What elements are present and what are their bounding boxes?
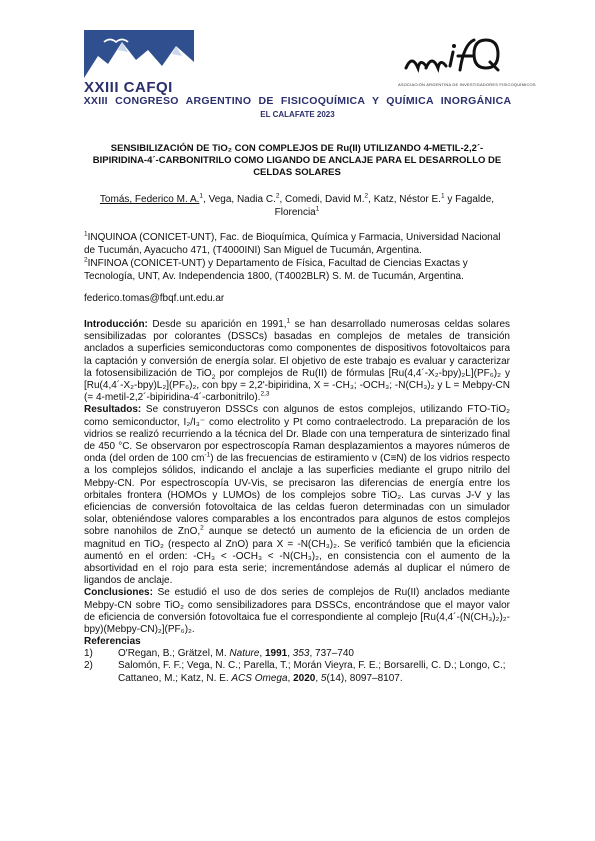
aaifq-logo-icon — [398, 28, 508, 80]
affiliation-sup: 1 — [84, 230, 88, 238]
abstract-content — [84, 143, 510, 685]
affiliation-text: INFINOA (CONICET-UNT) y Departamento de Física, Facultad de Ciencias Exactas y Tecnología, UNT, Av. Independencia 1800, (T4002BLR) S. M. de Tucumán, Argentina. — [84, 258, 468, 282]
reference-volume: 353 — [292, 648, 310, 660]
author: , Vega, Nadia C. — [203, 194, 276, 205]
author-sup: 1 — [199, 192, 204, 200]
reference-journal: Nature — [229, 648, 260, 660]
subscript: 2 — [211, 373, 216, 381]
event-short-name: XXIII CAFQI — [84, 79, 173, 96]
reference-pages: (14), 8097–8107. — [326, 672, 403, 684]
page-header — [0, 0, 595, 125]
reference-sep: , — [259, 648, 265, 660]
reference-sep: , — [287, 672, 294, 684]
reference-number: 2) — [84, 660, 93, 672]
introduction-paragraph — [84, 319, 510, 404]
author-sup: 1 — [440, 192, 445, 200]
reference-text — [118, 660, 510, 684]
congress-location: EL CALAFATE 2023 — [260, 110, 335, 119]
mountain-logo-icon — [84, 30, 194, 78]
paper-title: SENSIBILIZACIÓN DE TiO₂ CON COMPLEJOS DE Ru(II) UTILIZANDO 4-METIL-2,2´-BIPIRIDINA-4´-CARBONITRILO COMO LIGANDO DE ANCLAJE PARA EL DESARROLLO DE CELDAS SOLARES — [92, 143, 502, 178]
reference-authors: O'Regan, B.; Grätzel, M. — [118, 648, 230, 660]
reference-journal: ACS Omega — [231, 672, 288, 684]
reference-year: 2020 — [293, 672, 316, 684]
body-text: ) de las frecuencias de estiramiento ν (C≡N) de los vidrios respecto a los complejos sólidos, indicando el anclaje a las superficies mediante el grupo nitrilo del Mebpy-CN. Por espectroscopía UV-Vis, se precisaron las diferencias de energía entre los orbitales frontera (HOMOs y LUMOs) de los complejos sobre TiO₂. Las curvas J-V y las eficiencias de conversión fotovoltaica de las celdas fueron determinadas con un simulador solar, obteniéndose valores comparables a los encontrados para algunos de estos complejos sobre nanohilos de ZnO, — [84, 453, 510, 538]
reference-item — [84, 648, 510, 660]
section-label: Introducción: — [84, 319, 148, 330]
author-sup: 2 — [275, 192, 280, 200]
conclusions-paragraph — [84, 587, 510, 636]
author: , Comedi, David M. — [279, 194, 365, 205]
affiliation-text: INQUINOA (CONICET-UNT), Fac. de Bioquímica, Química y Farmacia, Universidad Nacional de Tucumán, Ayacucho 471, (T4000INI) San Miguel de Tucumán, Argentina. — [84, 232, 501, 256]
reference-item — [84, 660, 510, 684]
reference-text — [118, 648, 354, 660]
body-text: Se construyeron DSSCs con algunos de estos complejos, utilizando FTO-TiO₂ como semiconductor, I₂/I₃⁻ como electrolito y Pt como contraelectrodo. La preparación de los vidrios se realizó recurriendo a la técnica del Dr. Blade con una temperatura de sinterizado final de 450 °C. Se observaron por espectroscopía Raman desplazamientos a mayores números de onda (del orden de 100 cm — [84, 404, 510, 465]
author-list — [84, 193, 510, 219]
author: y Fagalde, Florencia — [274, 194, 495, 218]
results-paragraph — [84, 404, 510, 587]
body-text: se han desarrollado numerosas celdas solares sensibilizadas por colorantes (DSSCs) basadas en complejos de metales de transición anclados a superficies semiconductoras como componentes de dispositivos fotovoltaicos para la captación y conversión de energía solar. El objetivo de este trabajo es evaluar y caracterizar la fotosensibilización de TiO — [84, 319, 511, 379]
citation-sup: 2,3 — [260, 390, 270, 398]
affiliation-2 — [84, 257, 510, 283]
body-text: aunque se detectó un aumento de la eficiencia de un orden de magnitud en TiO₂ (respecto al ZnO) para X = -N(CH₃)₂. Se verificó también que la eficiencia aumentó en el orden: -CH₃ < -OCH₃ < -N(CH₃)₂, en consistencia con el aumento de la absortividad en el rojo para esta serie; incrementándose además al duplicar el número de ligandos de anclaje. — [84, 526, 510, 587]
body-text: Desde su aparición en 1991, — [147, 319, 287, 330]
body-text: por complejos de Ru(II) de fórmulas [Ru(4,4´-X₂-bpy)₂L](PF₆)₂ y [Ru(4,4´-X₂-bpy)L₂](PF₆)₂, con bpy = 2,2'-bipiridina, X = -CH₃; -OCH₃; -N(CH₃)₂ y L = Mebpy-CN (= 4-metil-2,2´-bipiridina-4´-carbonitrilo). — [84, 367, 510, 404]
congress-title: XXIII CONGRESO ARGENTINO DE FISICOQUÍMICA Y QUÍMICA INORGÁNICA — [83, 95, 512, 107]
reference-sep: , — [315, 672, 321, 684]
superscript: -1 — [204, 451, 211, 459]
body-text: Se estudió el uso de dos series de complejos de Ru(II) anclados mediante Mebpy-CN sobre TiO₂ como sensibilizadores para DSSCs, encontrándose que el mayor valor de eficiencia de conversión fotovoltaica fue el correspondiente al complejo [Ru(4,4´-(N(CH₃)₂)₂-bpy)(Mebpy-CN)₂](PF₆)₂. — [84, 587, 510, 636]
author-sup: 2 — [364, 192, 369, 200]
reference-year: 1991 — [264, 648, 288, 660]
section-label: Resultados: — [84, 404, 142, 416]
contact-email: federico.tomas@fbqf.unt.edu.ar — [84, 293, 225, 304]
section-label: Conclusiones: — [84, 587, 153, 599]
citation-sup: 1 — [286, 317, 291, 325]
references-heading: Referencias — [84, 636, 141, 648]
author-sup: 1 — [315, 205, 320, 213]
reference-pages: , 737–740 — [309, 648, 354, 660]
author: , Katz, Néstor E. — [368, 194, 441, 205]
affiliations — [84, 231, 510, 283]
citation-sup: 2 — [200, 525, 204, 533]
reference-number: 1) — [84, 648, 93, 660]
affiliation-1 — [84, 231, 510, 257]
org-full-name: ASOCIACIÓN ARGENTINA DE INVESTIGADORES FISICOQUÍMICOS — [398, 82, 536, 87]
reference-sep: , — [287, 648, 293, 660]
reference-authors: Salomón, F. F.; Vega, N. C.; Parella, T.; Morán Vieyra, F. E.; Borsarelli, C. D.; Longo, C.; Cattaneo, M.; Katz, N. E. — [118, 660, 506, 684]
author-first: Tomás, Federico M. A. — [99, 194, 200, 205]
affiliation-sup: 2 — [84, 256, 88, 264]
reference-volume: 5 — [320, 672, 327, 684]
